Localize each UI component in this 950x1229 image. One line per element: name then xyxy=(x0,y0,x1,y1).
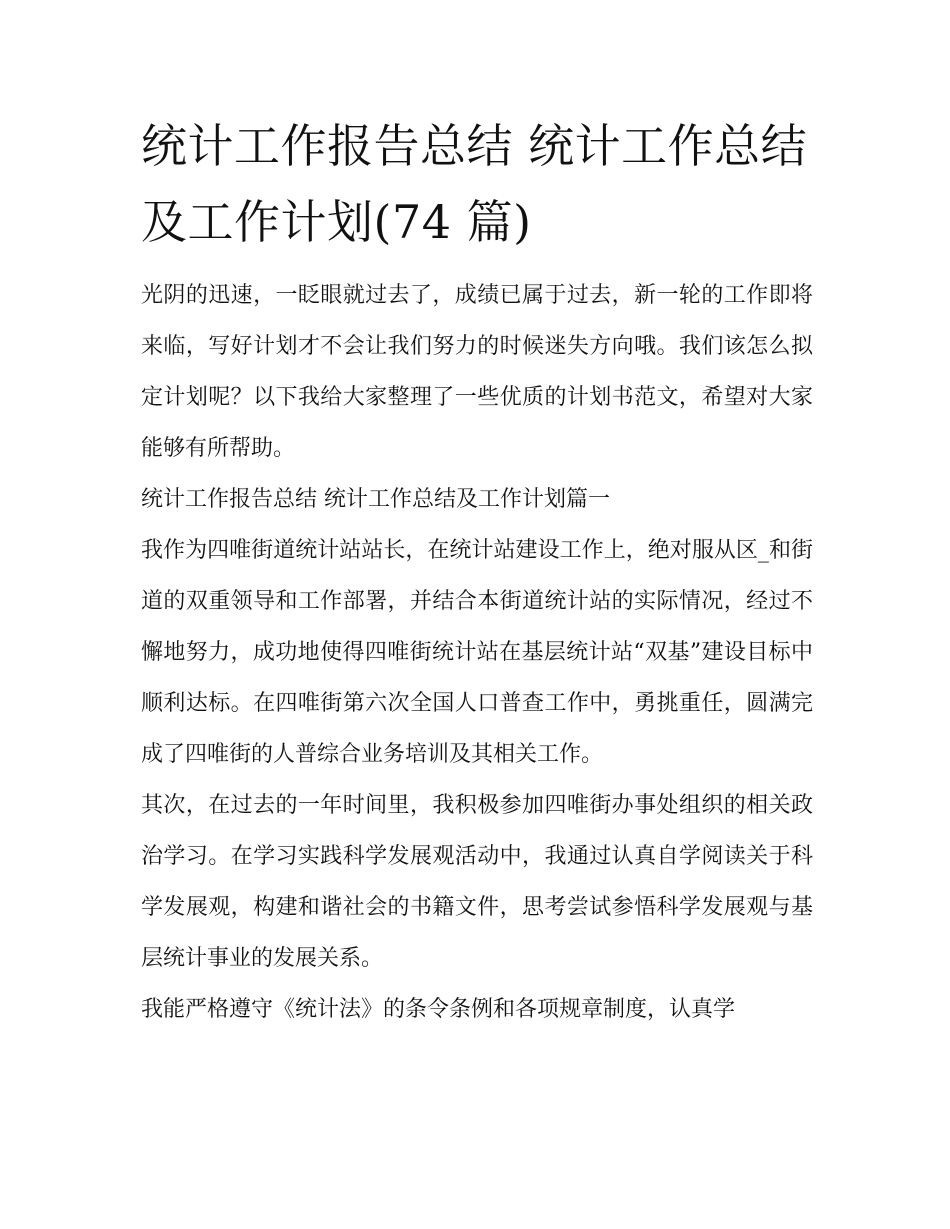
section-heading: 统计工作报告总结 统计工作总结及工作计划篇一 xyxy=(141,487,610,512)
body-paragraph-1: 我作为四唯街道统计站站长，在统计站建设工作上，绝对服从区_和街道的双重领导和工作部署，并结合本街道统计站的实际情况，经过不懈地努力，成功地使得四唯街统计站在基层统计站“双基”建设目标中顺利达标。在四唯街第六次全国人口普查工作中，勇挑重任，圆满完成了四唯街的人普综合业务培训及其相关工作。 xyxy=(141,538,813,767)
intro-paragraph: 光阴的迅速，一眨眼就过去了，成绩已属于过去，新一轮的工作即将来临，写好计划才不会让我们努力的时候迷失方向哦。我们该怎么拟定计划呢？以下我给大家整理了一些优质的计划书范文，希望对大家能够有所帮助。 xyxy=(141,283,813,461)
body-paragraph-3: 我能严格遵守《统计法》的条令条例和各项规章制度，认真学 xyxy=(141,997,736,1022)
document-page xyxy=(141,108,813,1035)
document-title: 统计工作报告总结 统计工作总结及工作计划(74 篇) xyxy=(141,119,808,249)
body-paragraph-2: 其次，在过去的一年时间里，我积极参加四唯街办事处组织的相关政治学习。在学习实践科学发展观活动中，我通过认真自学阅读关于科学发展观，构建和谐社会的书籍文件，思考尝试参悟科学发展观与基层统计事业的发展关系。 xyxy=(141,793,813,971)
